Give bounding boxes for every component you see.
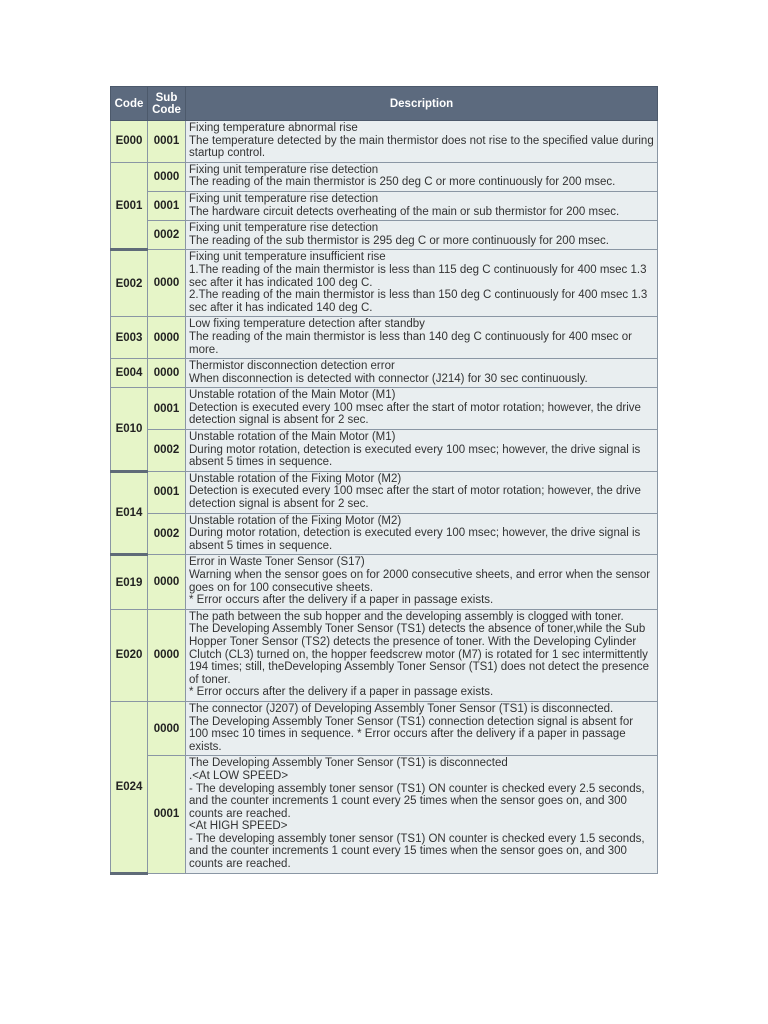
sub-code-cell: 0000 — [148, 609, 186, 701]
error-code-cell: E000 — [111, 121, 148, 163]
error-code-cell: E004 — [111, 359, 148, 388]
description-cell: Fixing temperature abnormal rise The temperature detected by the main thermistor does not rise to the specified value during startup control. — [186, 121, 658, 163]
table-row — [111, 609, 658, 701]
table-row — [111, 388, 658, 430]
sub-code-cell: 0000 — [148, 250, 186, 317]
table-row — [111, 317, 658, 359]
description-cell: Unstable rotation of the Fixing Motor (M2) Detection is executed every 100 msec after the start of motor rotation; however, the drive detection signal is absent for 2 sec. — [186, 471, 658, 513]
sub-code-cell: 0002 — [148, 221, 186, 250]
description-cell: Unstable rotation of the Main Motor (M1) Detection is executed every 100 msec after the start of motor rotation; however, the drive detection signal is absent for 2 sec. — [186, 388, 658, 430]
table-row — [111, 513, 658, 555]
error-code-cell: E003 — [111, 317, 148, 359]
table-row — [111, 191, 658, 220]
description-cell: The Developing Assembly Toner Sensor (TS1) is disconnected .<At LOW SPEED> - The developing assembly toner sensor (TS1) ON counter is checked every 2.5 seconds, and the counter increments 1 count every 25 times when the sensor goes on, and 300 counts are reached. <At HIGH SPEED> - The developing assembly toner sensor (TS1) ON counter is checked every 1.5 seconds, and the counter increments 1 count every 15 times when the sensor goes on, and 300 counts are reached. — [186, 756, 658, 873]
table-row — [111, 359, 658, 388]
error-code-cell: E014 — [111, 471, 148, 555]
header-code: Code — [111, 87, 148, 121]
sub-code-cell: 0001 — [148, 471, 186, 513]
description-cell: Fixing unit temperature rise detection The reading of the sub thermistor is 295 deg C or more continuously for 200 msec. — [186, 221, 658, 250]
description-cell: The path between the sub hopper and the developing assembly is clogged with toner. The Developing Assembly Toner Sensor (TS1) detects the absence of toner,while the Sub Hopper Toner Sensor (TS2) detects the presence of toner. With the Developing Cylinder Clutch (CL3) turned on, the hopper feedscrew motor (M7) is rotated for 1 sec intermittently 194 times; still, theDeveloping Assembly Toner Sensor (TS1) does not detect the presence of toner. * Error occurs after the delivery if a paper in passage exists. — [186, 609, 658, 701]
table-row — [111, 756, 658, 873]
description-cell: Error in Waste Toner Sensor (S17) Warning when the sensor goes on for 2000 consecutive sheets, and error when the sensor goes on for 100 consecutive sheets. * Error occurs after the delivery if a paper in passage exists. — [186, 555, 658, 609]
sub-code-cell: 0001 — [148, 756, 186, 873]
table-row — [111, 121, 658, 163]
table-row — [111, 430, 658, 472]
table-body — [111, 121, 658, 874]
sub-code-cell: 0000 — [148, 317, 186, 359]
table-row — [111, 471, 658, 513]
error-code-cell: E010 — [111, 388, 148, 472]
sub-code-cell: 0000 — [148, 555, 186, 609]
error-code-table — [110, 86, 658, 875]
table-row — [111, 250, 658, 317]
description-cell: Fixing unit temperature rise detection The hardware circuit detects overheating of the main or sub thermistor for 200 msec. — [186, 191, 658, 220]
table-row — [111, 221, 658, 250]
table-row — [111, 162, 658, 191]
header-row — [111, 87, 658, 121]
sub-code-cell: 0000 — [148, 162, 186, 191]
description-cell: Unstable rotation of the Fixing Motor (M2) During motor rotation, detection is executed every 100 msec; however, the drive signal is absent 5 times in sequence. — [186, 513, 658, 555]
sub-code-cell: 0001 — [148, 191, 186, 220]
description-cell: Thermistor disconnection detection error When disconnection is detected with connector (J214) for 30 sec continuously. — [186, 359, 658, 388]
description-cell: Low fixing temperature detection after standby The reading of the main thermistor is less than 140 deg C continuously for 400 msec or more. — [186, 317, 658, 359]
header-sub-code: Sub Code — [148, 87, 186, 121]
sub-code-cell: 0001 — [148, 388, 186, 430]
sub-code-cell: 0002 — [148, 430, 186, 472]
sub-code-cell: 0000 — [148, 359, 186, 388]
table-row — [111, 701, 658, 755]
sub-code-cell: 0002 — [148, 513, 186, 555]
header-description: Description — [186, 87, 658, 121]
description-cell: Fixing unit temperature insufficient rise 1.The reading of the main thermistor is less than 115 deg C continuously for 400 msec 1.3 sec after it has indicated 100 deg C. 2.The reading of the main thermistor is less than 150 deg C continuously for 400 msec 1.3 sec after it has indicated 140 deg C. — [186, 250, 658, 317]
error-code-cell: E024 — [111, 701, 148, 873]
error-code-cell: E001 — [111, 162, 148, 250]
error-code-cell: E019 — [111, 555, 148, 609]
table-row — [111, 555, 658, 609]
error-code-cell: E002 — [111, 250, 148, 317]
description-cell: Fixing unit temperature rise detection The reading of the main thermistor is 250 deg C or more continuously for 200 msec. — [186, 162, 658, 191]
sub-code-cell: 0001 — [148, 121, 186, 163]
error-code-cell: E020 — [111, 609, 148, 701]
description-cell: Unstable rotation of the Main Motor (M1) During motor rotation, detection is executed every 100 msec; however, the drive signal is absent 5 times in sequence. — [186, 430, 658, 472]
sub-code-cell: 0000 — [148, 701, 186, 755]
description-cell: The connector (J207) of Developing Assembly Toner Sensor (TS1) is disconnected. The Developing Assembly Toner Sensor (TS1) connection detection signal is absent for 100 msec 10 times in sequence. * Error occurs after the delivery if a paper in passage exists. — [186, 701, 658, 755]
